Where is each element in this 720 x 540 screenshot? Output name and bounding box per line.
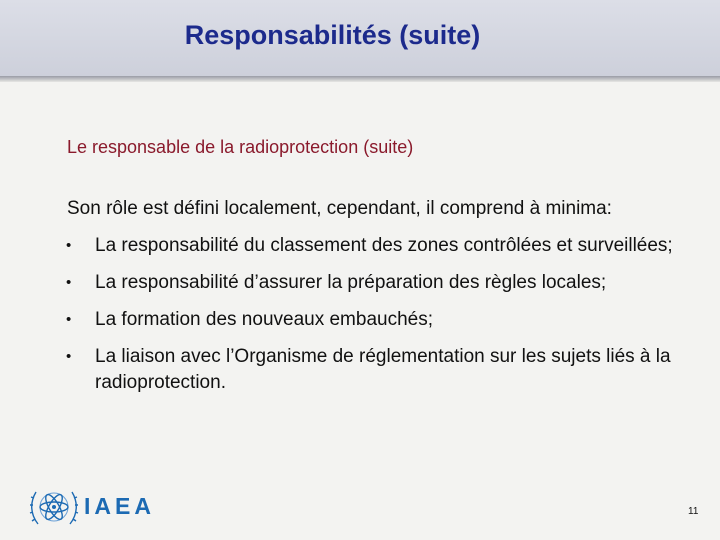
bullet-text: La responsabilité du classement des zones contrôlées et surveillées; <box>95 235 673 256</box>
bullet-item <box>60 270 700 296</box>
intro-text: Son rôle est défini localement, cependant, il comprend à minima: <box>67 198 612 219</box>
bullet-dot-icon: • <box>66 348 72 365</box>
page-number: 11 <box>688 506 699 517</box>
bullet-list <box>60 233 700 407</box>
bullet-item <box>60 307 700 333</box>
bullet-dot-icon: • <box>66 274 72 291</box>
bullet-item <box>60 233 700 259</box>
slide-subtitle: Le responsable de la radioprotection (suite) <box>67 137 414 157</box>
iaea-logo-text: IAEA <box>84 493 155 519</box>
bullet-dot-icon: • <box>66 237 72 254</box>
slide-title: Responsabilités (suite) <box>184 20 481 50</box>
bullet-text: La liaison avec l’Organisme de réglementation sur les sujets liés à la radioprotection. <box>95 346 671 393</box>
bullet-dot-icon: • <box>66 311 72 328</box>
bullet-text: La formation des nouveaux embauchés; <box>95 309 433 330</box>
bullet-item <box>60 344 700 396</box>
header-divider <box>0 76 720 82</box>
bullet-text: La responsabilité d’assurer la préparation des règles locales; <box>95 272 607 293</box>
